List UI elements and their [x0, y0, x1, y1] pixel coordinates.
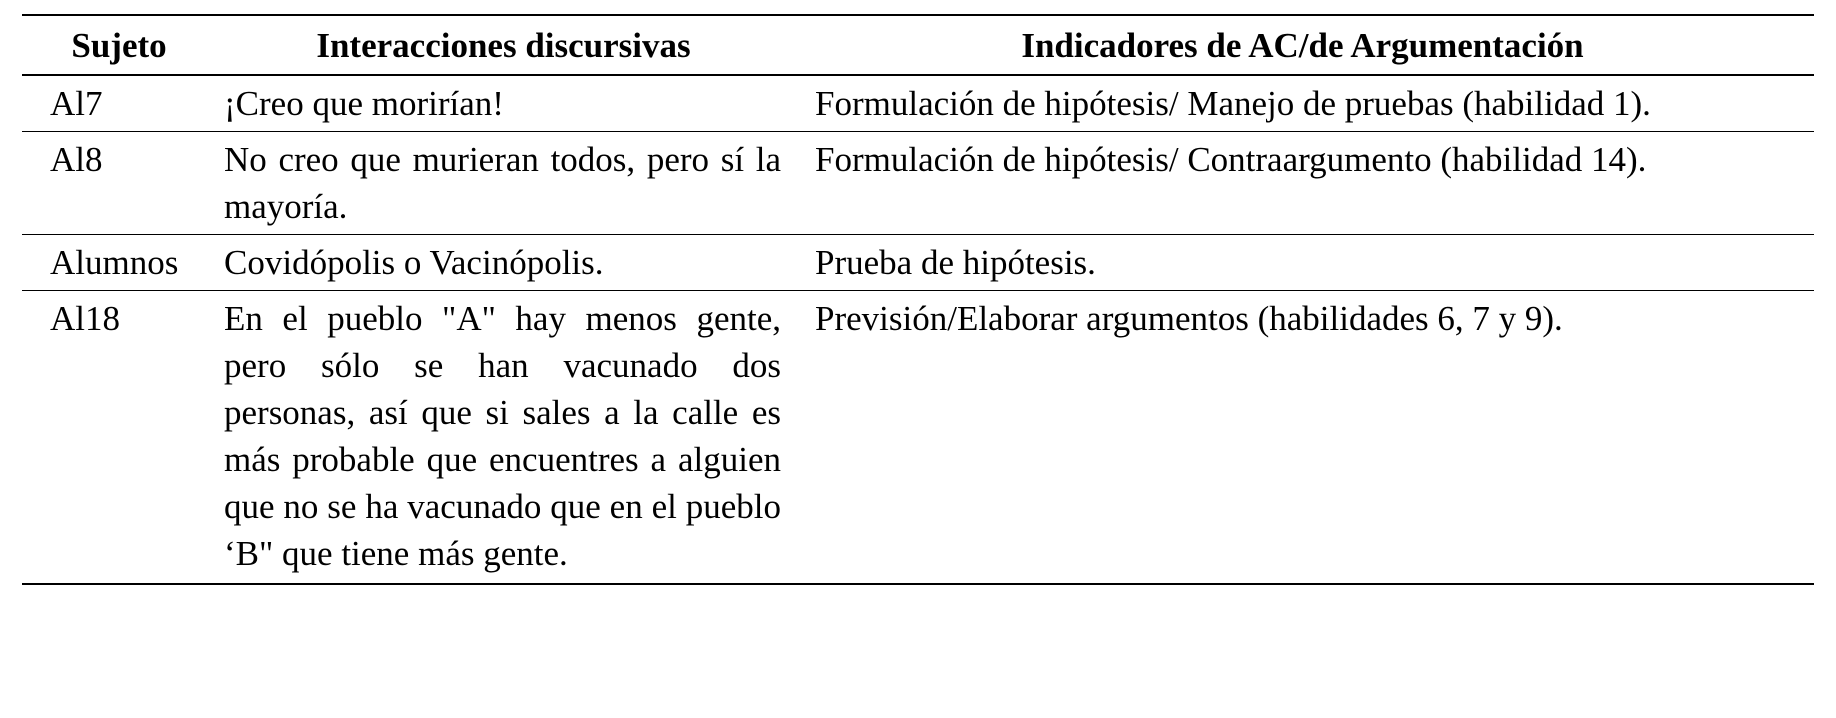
table-row — [22, 235, 1814, 291]
cell-interaccion: ¡Creo que morirían! — [224, 84, 504, 123]
header-sujeto: Sujeto — [71, 26, 167, 65]
cell-sujeto: Alumnos — [50, 243, 179, 282]
cell-interaccion: Covidópolis o Vacinópolis. — [224, 243, 604, 282]
argumentation-table — [22, 14, 1814, 585]
table-body — [22, 75, 1814, 584]
table-row — [22, 132, 1814, 235]
header-row — [22, 15, 1814, 75]
document-table-container — [22, 14, 1814, 585]
cell-interaccion: No creo que murieran todos, pero sí la mayoría. — [224, 140, 781, 226]
header-indicadores: Indicadores de AC/de Argumentación — [1021, 26, 1584, 65]
cell-indicador: Formulación de hipótesis/ Manejo de pruebas (habilidad 1). — [815, 84, 1651, 123]
cell-interaccion: En el pueblo "A" hay menos gente, pero sólo se han vacunado dos personas, así que si sales a la calle es más probable que encuentres a alguien que no se ha vacunado que en el pueblo ‘B" que tiene más gente. — [224, 299, 781, 573]
cell-indicador: Prueba de hipótesis. — [815, 243, 1096, 282]
table-row — [22, 291, 1814, 585]
cell-indicador: Previsión/Elaborar argumentos (habilidades 6, 7 y 9). — [815, 299, 1563, 338]
cell-indicador: Formulación de hipótesis/ Contraargumento (habilidad 14). — [815, 140, 1647, 179]
header-interacciones: Interacciones discursivas — [316, 26, 691, 65]
table-header — [22, 15, 1814, 75]
table-row — [22, 75, 1814, 132]
cell-sujeto: Al7 — [50, 84, 103, 123]
cell-sujeto: Al8 — [50, 140, 103, 179]
cell-sujeto: Al18 — [50, 299, 120, 338]
